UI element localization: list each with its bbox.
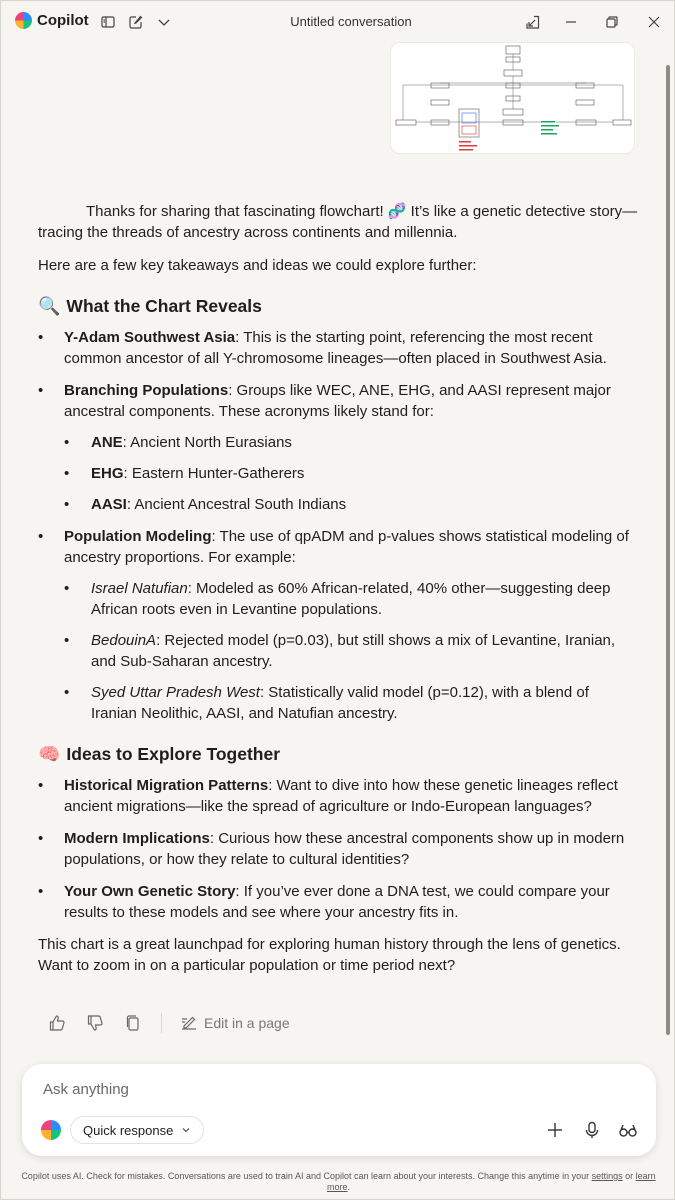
app-name: Copilot	[37, 12, 89, 29]
add-icon[interactable]	[544, 1119, 566, 1141]
magnifier-icon: 🔍	[38, 296, 61, 316]
example-list	[64, 578, 638, 724]
response-mode-dropdown[interactable]: Quick response	[70, 1116, 204, 1144]
list-item: • Population Modeling: The use of qpADM and p-values shows statistical modeling of ancestry proportions. For example: • Israel Natufian: Modeled as 60% African-related, 40% other—suggesting deep African roots even in Levantine populations. • BedouinA: Rejected model (p=0.03), but still shows a mix of Levantine, Iranian, and Sub-Saharan ancestry. • Syed Uttar Pradesh West: Statistically valid model (p=0.12), with a blend of Iranian Neolithic, AASI, and Natufian ancestry.	[38, 526, 638, 724]
list-item: • Historical Migration Patterns: Want to dive into how these genetic lineages reflect ancient migrations—like the spread of agriculture or Indo-European languages?	[38, 775, 638, 817]
copilot-logo-icon	[41, 1120, 61, 1140]
thumbs-up-icon[interactable]	[47, 1013, 67, 1033]
chevron-down-icon	[181, 1125, 191, 1135]
list-item: • Your Own Genetic Story: If you’ve ever done a DNA test, we could compare your results to these models and see where your ancestry fits in.	[38, 881, 638, 923]
disclaimer-footer: Copilot uses AI. Check for mistakes. Conversations are used to train AI and Copilot can learn about your interests. Change this anytime in your settings or learn more.	[21, 1171, 656, 1192]
list-item: • Branching Populations: Groups like WEC, ANE, EHG, and AASI represent major ancestral components. These acronyms likely stand for: • ANE: Ancient North Eurasians • EHG: Eastern Hunter-Gatherers • AASI: Ancient Ancestral South Indians	[38, 380, 638, 515]
list-item: • Y-Adam Southwest Asia: This is the starting point, referencing the most recent common ancestor of all Y-chromosome lineages—often placed in Southwest Asia.	[38, 327, 638, 369]
edit-icon	[180, 1014, 198, 1032]
learn-more-link[interactable]: learn more	[326, 1171, 656, 1192]
list-item: • EHG: Eastern Hunter-Gatherers	[64, 463, 638, 484]
list-item: • Modern Implications: Curious how these ancestral components show up in modern populations, or how they relate to cultural identities?	[38, 828, 638, 870]
list-item: • ANE: Ancient North Eurasians	[64, 432, 638, 453]
brain-icon: 🧠	[38, 744, 61, 764]
section-heading-ideas: 🧠 Ideas to Explore Together	[38, 744, 281, 764]
ideas-list	[38, 775, 638, 923]
microphone-icon[interactable]	[581, 1119, 603, 1141]
composer	[22, 1064, 656, 1156]
close-icon[interactable]	[645, 13, 663, 31]
list-item: • Israel Natufian: Modeled as 60% African-related, 40% other—suggesting deep African roots even in Levantine populations.	[64, 578, 638, 620]
message-actions	[47, 1013, 290, 1033]
scrollbar[interactable]	[666, 65, 670, 1035]
divider	[161, 1013, 162, 1033]
minimize-icon[interactable]	[562, 13, 580, 31]
message-closing: This chart is a great launchpad for exploring human history through the lens of genetics. Want to zoom in on a particular population or time period next?	[38, 936, 621, 974]
settings-link[interactable]: settings	[591, 1171, 623, 1181]
section-heading-chart-reveals: 🔍 What the Chart Reveals	[38, 296, 262, 316]
list-item: • BedouinA: Rejected model (p=0.03), but still shows a mix of Levantine, Iranian, and Sub-Saharan ancestry.	[64, 630, 638, 672]
flowchart-thumbnail	[391, 43, 635, 154]
message-lead: Here are a few key takeaways and ideas we could explore further:	[38, 257, 477, 274]
copy-icon[interactable]	[123, 1013, 143, 1033]
vision-glasses-icon[interactable]	[617, 1119, 639, 1141]
assistant-message	[38, 201, 638, 986]
thumbs-down-icon[interactable]	[85, 1013, 105, 1033]
attached-flowchart-image[interactable]	[390, 42, 635, 154]
message-intro: Thanks for sharing that fascinating flowchart! 🧬 It’s like a genetic detective story—tracing the threads of ancestry across continents and millennia.	[38, 203, 638, 241]
ask-input[interactable]: Ask anything	[43, 1081, 129, 1098]
conversation-title: Untitled conversation	[290, 14, 412, 29]
edit-in-page-button[interactable]: Edit in a page	[180, 1014, 290, 1032]
list-item: • AASI: Ancient Ancestral South Indians	[64, 494, 638, 515]
pin-window-icon[interactable]	[524, 13, 542, 31]
list-item: • Syed Uttar Pradesh West: Statistically valid model (p=0.12), with a blend of Iranian Neolithic, AASI, and Natufian ancestry.	[64, 682, 638, 724]
chart-reveals-list	[38, 327, 638, 724]
restore-icon[interactable]	[603, 13, 621, 31]
title-bar	[1, 1, 675, 43]
acronym-list	[64, 432, 638, 515]
